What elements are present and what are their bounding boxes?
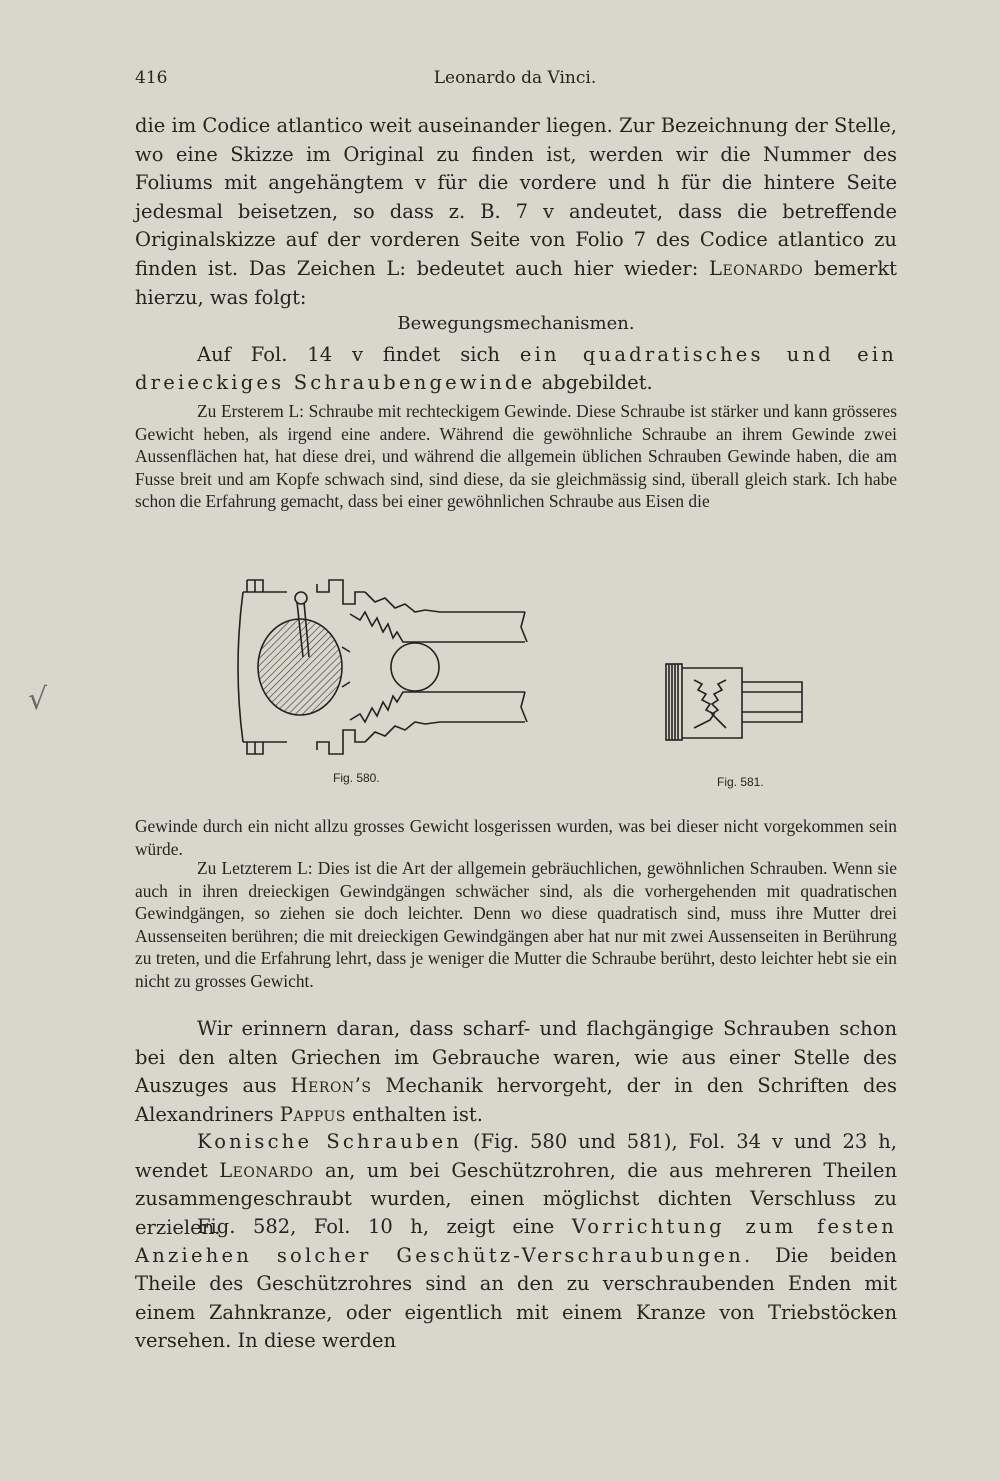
section-title: Bewegungsmechanismen. [397,313,635,334]
paragraph-5: Fig. 582, Fol. 10 h, zeigt eine Vorrichtung zum festen Anziehen solcher Geschütz-Verschraubungen. Die beiden Theile des Geschützrohres sind an den zu verschraubenden Enden mit einem Zahnkranze, oder eigentlich mit einem Kranze von Triebstöcken versehen. In diese werden [135,1215,897,1353]
figure-580-caption: Fig. 580. [333,771,380,785]
author-name: Leonardo [709,256,804,280]
spaced-emphasis: Vorrichtung zum festen Anziehen solcher Geschütz-Verschraubungen. [135,1215,897,1267]
quote-square-thread: Zu Ersterem L: Schraube mit rechteckigem Gewinde. Diese Schraube ist stärker und kann grösseres Gewicht heben, als irgend eine andere. Während die gewöhnliche Schraube an ihrem Gewinde zwei Aussenflächen hat, hat diese drei, und während die allgemein üblichen Schrauben Gewinde haben, die am Fusse breit und am Kopfe schwach sind, sind diese, da sie gleichmässig sind, überall gleich stark. Ich habe schon die Erfahrung gemacht, dass bei einer gewöhnlichen Schraube aus Eisen die [135,401,897,512]
quote-continuation: Gewinde durch ein nicht allzu grosses Gewicht losgerissen wurden, was bei dieser nicht vorgekommen sein würde. [135,816,897,859]
name-heron: Heron’s [290,1074,372,1098]
page-number: 416 [135,68,168,88]
spaced-emphasis: Konische Schrauben [197,1130,463,1153]
paragraph-1: die im Codice atlantico weit auseinander liegen. Zur Bezeichnung der Stelle, wo eine Skizze im Original zu finden ist, werden wir die Nummer des Foliums mit angehängtem v für die vordere und h für die hintere Seite jedesmal beisetzen, so dass z. B. 7 v andeutet, dass die betreffende Originalskizze auf der vorderen Seite von Folio 7 des Codice atlantico zu finden ist. Das Zeichen L: bedeutet auch hier wieder: Leonardo bemerkt hierzu, was folgt: [135,114,898,309]
paragraph-3: Wir erinnern daran, dass scharf- und flachgängige Schrauben schon bei den alten Griechen im Gebrauche waren, wie aus einer Stelle des Auszuges aus Heron’s Mechanik hervorgeht, der in den Schriften des Alexandriners Pappus enthalten ist. [135,1017,897,1126]
figure-580-conical-screw [225,572,545,762]
spaced-emphasis: ein quadratisches und ein dreieckiges Schraubengewinde [135,343,898,394]
running-title: Leonardo da Vinci. [433,68,597,88]
figure-581-conical-screw [662,658,807,748]
quote-triangular-thread: Zu Letzterem L: Dies ist die Art der allgemein gebräuchlichen, gewöhnlichen Schrauben. Wenn sie auch in ihren dreieckigen Gewindgängen schwächer sind, als die vorhergehenden mit quadratischen Gewindgängen, so ziehen sie doch leichter. Denn wo diese quadratisch sind, muss ihre Mutter drei Aussenseiten berühren; die mit dreieckigen Gewindgängen aber hat nur mit zwei Aussenseiten in Berührung zu treten, und die Erfahrung lehrt, dass je weniger die Mutter die Schraube berührt, desto leichter hebt sie ein nicht zu grosses Gewicht. [135,858,897,991]
figure-581-caption: Fig. 581. [717,775,764,789]
author-name: Leonardo [219,1158,314,1182]
margin-pencil-mark: √ [28,682,48,717]
paragraph-4: Konische Schrauben (Fig. 580 und 581), Fol. 34 v und 23 h, wendet Leonardo an, um bei Geschützrohren, die aus mehreren Theilen zusammengeschraubt wurden, einen möglichst dichten Verschluss zu erzielen. [135,1130,897,1239]
name-pappus: Pappus [279,1102,346,1126]
paragraph-2: Auf Fol. 14 v findet sich ein quadratisches und ein dreieckiges Schraubengewinde abgebildet. [135,343,898,394]
page-header [135,68,895,96]
